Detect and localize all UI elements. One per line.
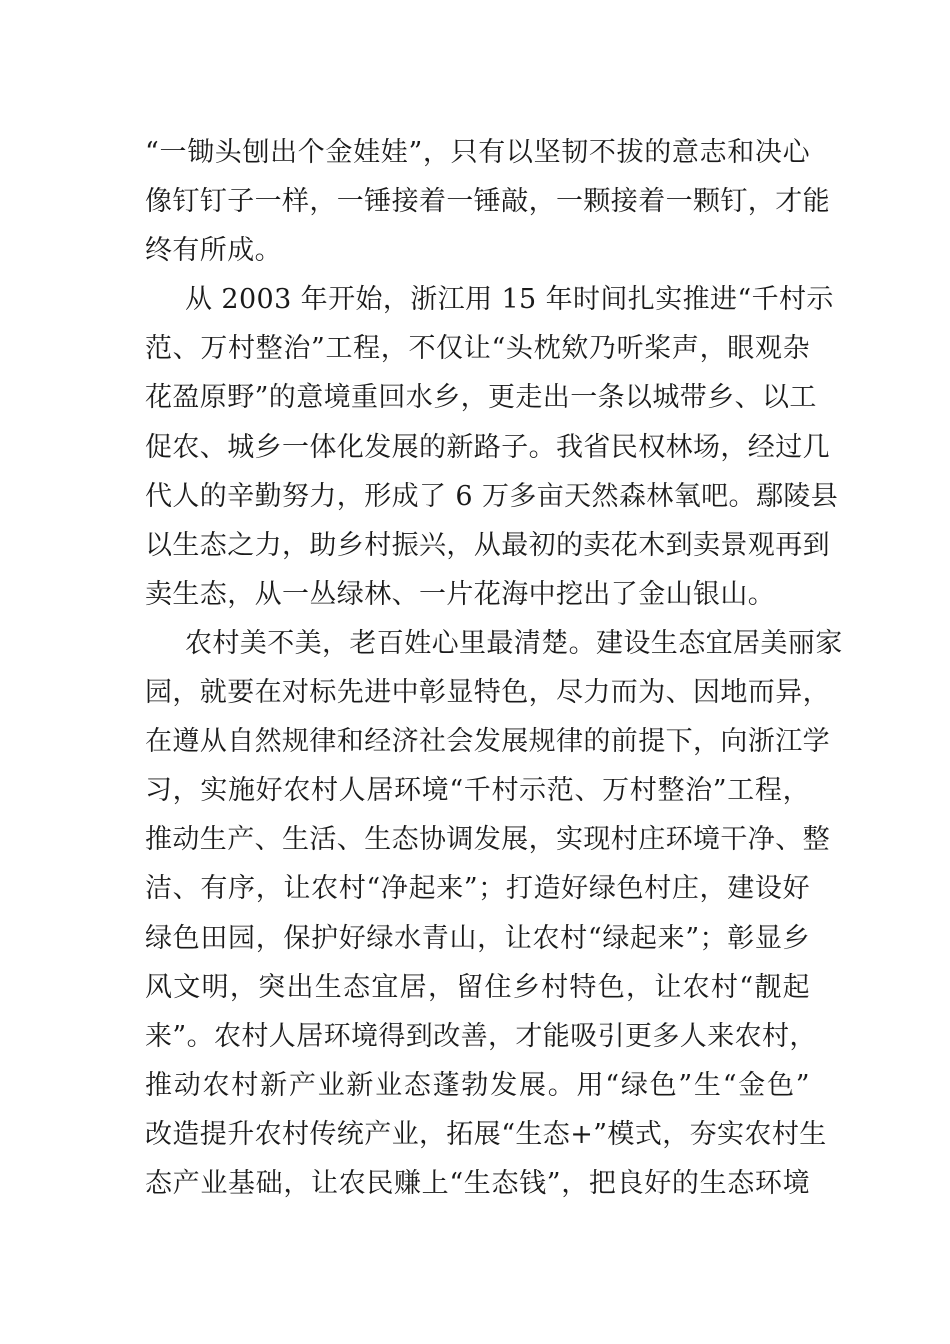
text-line: 花盈原野”的意境重回水乡，更走出一条以城带乡、以工 <box>145 382 817 414</box>
text-line: 态产业基础，让农民赚上“生态钱”，把良好的生态环境 <box>145 1167 810 1199</box>
paragraph-3 <box>145 619 843 1208</box>
paragraph-2 <box>145 275 839 619</box>
text-line: 以生态之力，助乡村振兴，从最初的卖花木到卖景观再到 <box>145 529 830 561</box>
document-body <box>145 128 843 1208</box>
text-line: 习，实施好农村人居环境“千村示范、万村整治”工程， <box>145 775 810 807</box>
text-line: 卖生态，从一丛绿林、一片花海中挖出了金山银山。 <box>145 578 776 610</box>
text-line: 在遵从自然规律和经济社会发展规律的前提下，向浙江学 <box>145 726 830 758</box>
text-line: 来”。农村人居环境得到改善，才能吸引更多人来农村， <box>145 1020 817 1052</box>
text-line: 像钉钉子一样，一锤接着一锤敲，一颗接着一颗钉，才能 <box>145 186 830 218</box>
text-line: 推动生产、生活、生态协调发展，实现村庄环境干净、整 <box>145 824 830 856</box>
text-line: 风文明，突出生态宜居，留住乡村特色，让农村“靓起 <box>145 971 810 1003</box>
text-line: 改造提升农村传统产业，拓展“生态+”模式，夯实农村生 <box>145 1118 827 1150</box>
text-line: 终有所成。 <box>145 235 282 267</box>
text-line: 洁、有序，让农村“净起来”；打造好绿色村庄，建设好 <box>145 873 810 905</box>
text-line: 促农、城乡一体化发展的新路子。我省民权林场，经过几 <box>145 431 830 463</box>
text-line: 绿色田园，保护好绿水青山，让农村“绿起来”；彰显乡 <box>145 922 810 954</box>
text-line: 推动农村新产业新业态蓬勃发展。用“绿色”生“金色” <box>145 1069 810 1101</box>
text-line: “一锄头刨出个金娃娃”，只有以坚韧不拔的意志和决心 <box>145 137 810 168</box>
text-line: 范、万村整治”工程，不仅让“头枕欸乃听桨声，眼观杂 <box>145 333 810 365</box>
text-line: 代人的辛勤努力，形成了 6 万多亩天然森林氧吧。鄢陵县 <box>145 480 839 512</box>
text-line: 农村美不美，老百姓心里最清楚。建设生态宜居美丽家 <box>185 627 843 659</box>
text-line: 园，就要在对标先进中彰显特色，尽力而为、因地而异， <box>145 677 830 709</box>
paragraph-1 <box>145 128 830 275</box>
text-line: 从 2003 年开始，浙江用 15 年时间扎实推进“千村示 <box>185 284 834 316</box>
